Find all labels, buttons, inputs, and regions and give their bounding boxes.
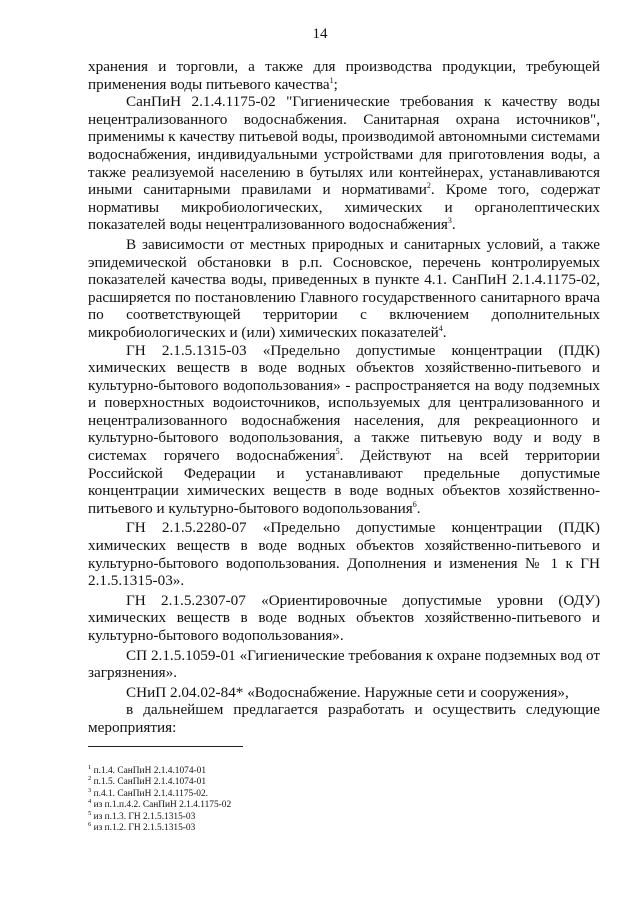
footnote: $^3$ п.4.1. СанПиН 2.1.4.1175-02. bbox=[88, 786, 209, 799]
paragraph-3: В зависимости от местных природных и санитарных условий, а также эпидемической обстановки в р.п. Сосновское, перечень контролируемых показателей качества воды, приведенных в пункте 4.1. СанПиН 2.1.4.1175-02, расширяется по постановлению Главного государственного санитарного врача по соответствующей территории с включением дополнительных микробиологических и (или) химических показателей$^4$. bbox=[88, 235, 600, 341]
footnote: $^4$ из п.1.п.4.2. СанПиН 2.1.4.1175-02 bbox=[88, 798, 232, 811]
paragraph-6: ГН 2.1.5.2307-07 «Ориентировочные допустимые уровни (ОДУ) химических веществ в воде водных объектов хозяйственно-питьевого и культурно-бытового водопользования». bbox=[88, 591, 600, 644]
paragraph-4: ГН 2.1.5.1315-03 «Предельно допустимые концентрации (ПДК) химических веществ в воде водных объектов хозяйственно-питьевого и культурно-бытового водопользования» - распространяется на воду подземных и поверхностных водоисточников, используемых для централизованного и нецентрализованного водоснабжения населения, для рекреационного и культурно-бытового водопользования, а также питьевую воду и воду в системах горячего водоснабжения$^5$. Действуют на всей территории Российской Федерации и устанавливают предельные допустимые концентрации химических веществ в воде водных объектов хозяйственно-питьевого и культурно-бытового водопользования$^6$. bbox=[88, 341, 600, 517]
footnote-ref[interactable]: 6 bbox=[412, 499, 417, 509]
footnote: $^5$ из п.1.3. ГН 2.1.5.1315-03 bbox=[88, 809, 196, 822]
footnote: $^2$ п.1.5. СанПиН 2.1.4.1074-01 bbox=[88, 775, 207, 788]
footnote: $^6$ из п.1.2. ГН 2.1.5.1315-03 bbox=[88, 820, 196, 834]
paragraph-8: СНиП 2.04.02-84* «Водоснабжение. Наружные сети и сооружения», bbox=[126, 683, 569, 701]
footnotes bbox=[88, 763, 488, 834]
paragraph-2: СанПиН 2.1.4.1175-02 "Гигиенические требования к качеству воды нецентрализованного водоснабжения. Санитарная охрана источников", применимы к качеству питьевой воды, производимой автономными системами водоснабжения, индивидуальными устройствами для приготовления воды, а также реализуемой населению в бутылях или контейнерах, устанавливаются иными санитарными правилами и нормативами$^2$. Кроме того, содержат нормативы микробиологических, химических и органолептических показателей воды нецентрализованного водоснабжения$^3$. bbox=[88, 93, 600, 234]
footnote-ref[interactable]: 4 bbox=[438, 323, 443, 333]
footnote-ref[interactable]: 3 bbox=[447, 216, 452, 226]
page-number: 14 bbox=[312, 26, 328, 42]
document-body bbox=[88, 58, 600, 737]
paragraph-1: хранения и торговли, а также для производства продукции, требующей применения воды питьевого качества$^1$; bbox=[88, 58, 600, 93]
footnote: $^1$ п.1.4. СанПиН 2.1.4.1074-01 bbox=[88, 763, 207, 776]
paragraph-5: ГН 2.1.5.2280-07 «Предельно допустимые концентрации (ПДК) химических веществ в воде водных объектов хозяйственно-питьевого и культурно-бытового водопользования. Дополнения и изменения № 1 к ГН 2.1.5.1315-03». bbox=[88, 519, 600, 590]
footnote-ref[interactable]: 1 bbox=[329, 75, 334, 85]
footnote-ref[interactable]: 2 bbox=[426, 181, 431, 191]
footnote-ref[interactable]: 5 bbox=[335, 447, 340, 456]
paragraph-9: в дальнейшем предлагается разработать и осуществить следующие мероприятия: bbox=[88, 701, 600, 736]
paragraph-7: СП 2.1.5.1059-01 «Гигиенические требования к охране подземных вод от загрязнения». bbox=[88, 646, 600, 682]
footnote-separator bbox=[88, 746, 243, 747]
